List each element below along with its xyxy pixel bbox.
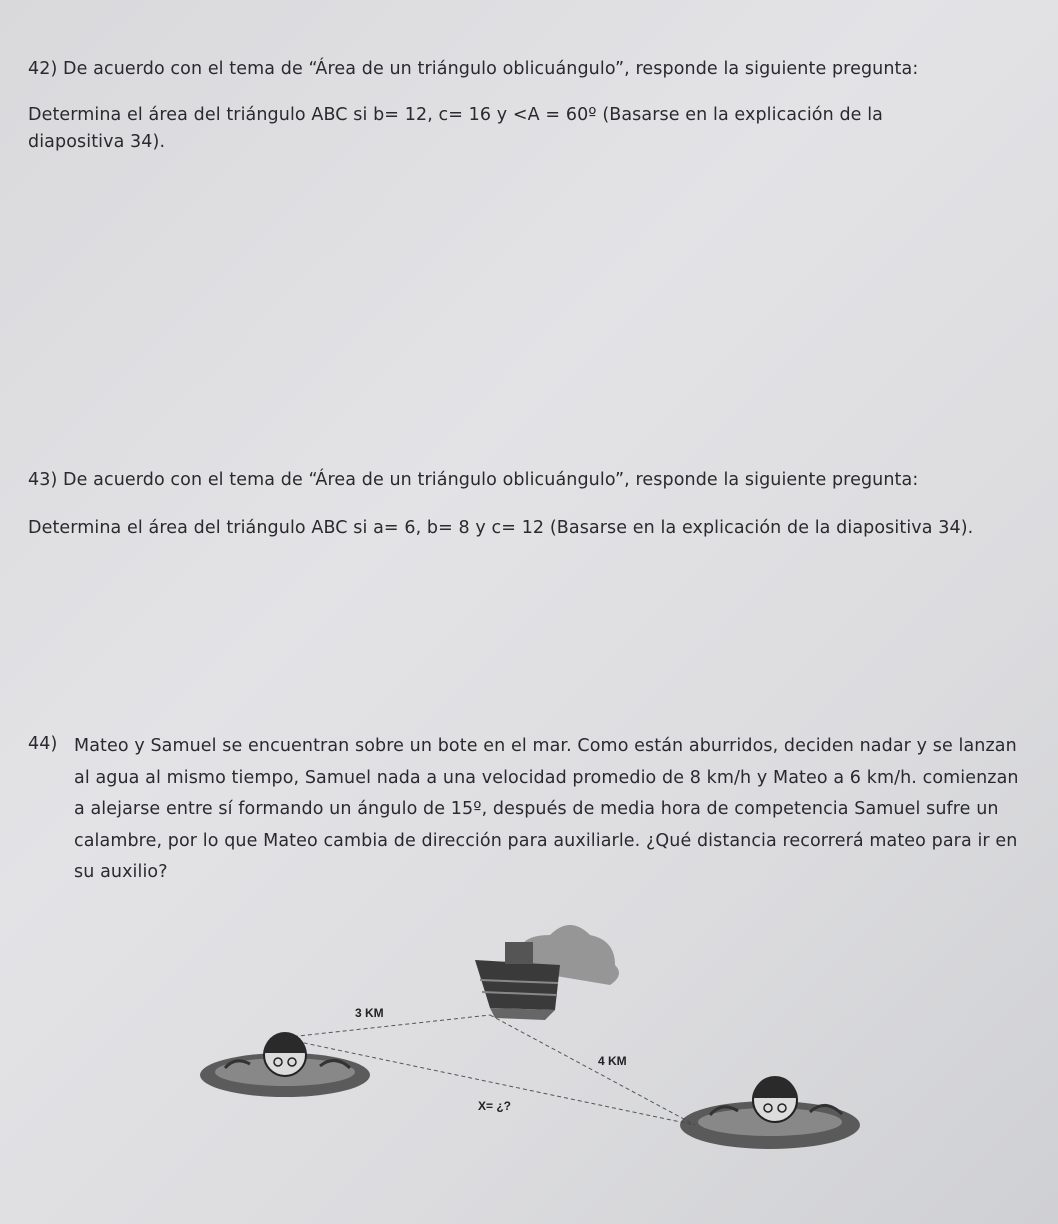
question-42-text-b: (Basarse en la explicación de la diapositiva 34). bbox=[28, 105, 883, 153]
question-42-title: 42) De acuerdo con el tema de “Área de un triángulo oblicuángulo”, responde la siguiente pregunta: bbox=[28, 59, 919, 79]
question-44-number: 44) bbox=[28, 734, 58, 754]
question-43-math: a= 6, b= 8 y c= 12 bbox=[373, 518, 545, 538]
label-4km: 4 KM bbox=[598, 1054, 627, 1068]
question-43-title: 43) De acuerdo con el tema de “Área de un triángulo oblicuángulo”, responde la siguiente pregunta: bbox=[28, 470, 919, 490]
question-42-math: b= 12, c= 16 y <A = 60º bbox=[373, 105, 597, 125]
question-44-body: Mateo y Samuel se encuentran sobre un bote en el mar. Como están aburridos, deciden nadar y se lanzan al agua al mismo tiempo, Samuel nada a una velocidad promedio de 8 km/h y Mateo a 6 km/h. comienzan a alejarse entre sí formando un ángulo de 15º, después de media hora de competencia Samuel sufre un calambre, por lo que Mateo cambia de dirección para auxiliarle. ¿Qué distancia recorrerá mateo para ir en su auxilio? bbox=[74, 736, 1019, 882]
question-42-text-a: Determina el área del triángulo ABC si bbox=[28, 105, 374, 125]
swimmer-right-icon bbox=[680, 1076, 860, 1149]
label-3km: 3 KM bbox=[355, 1006, 384, 1020]
question-43-body bbox=[28, 515, 1028, 542]
swimmer-left-icon bbox=[200, 1032, 370, 1097]
swimmers-diagram bbox=[190, 920, 880, 1160]
boat-icon bbox=[475, 925, 619, 1020]
right-dashed-line bbox=[490, 1015, 695, 1125]
left-dashed-line bbox=[280, 1015, 490, 1038]
question-42-body bbox=[28, 102, 928, 156]
label-x: X= ¿? bbox=[478, 1099, 512, 1113]
question-43-text-a: Determina el área del triángulo ABC si bbox=[28, 518, 374, 538]
question-43-text-b: (Basarse en la explicación de la diapositiva 34). bbox=[544, 518, 974, 538]
